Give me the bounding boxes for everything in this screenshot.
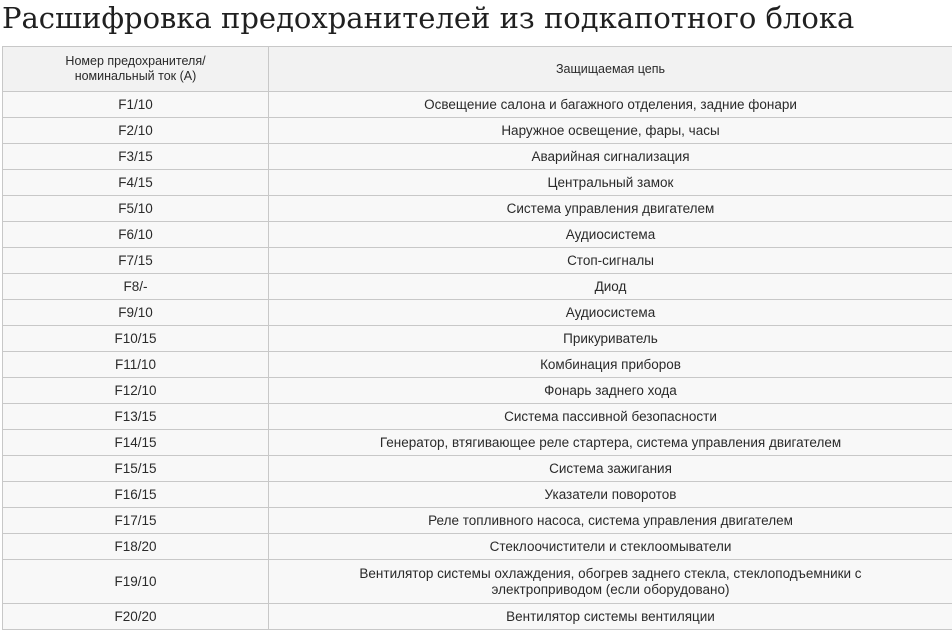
fuse-cell: F6/10 — [3, 222, 269, 248]
circuit-cell: Указатели поворотов — [269, 482, 952, 508]
table-row — [3, 222, 952, 248]
circuit-cell: Прикуриватель — [269, 326, 952, 352]
circuit-cell: Стеклоочистители и стеклоомыватели — [269, 534, 952, 560]
table-row — [3, 300, 952, 326]
fuse-cell: F19/10 — [3, 560, 269, 604]
fuse-cell: F11/10 — [3, 352, 269, 378]
circuit-cell: Наружное освещение, фары, часы — [269, 118, 952, 144]
circuit-cell-line2: электроприводом (если оборудовано) — [491, 581, 730, 597]
header-fuse-rating-line1: Номер предохранителя/ — [65, 54, 206, 68]
table-row — [3, 430, 952, 456]
page-title: Расшифровка предохранителей из подкапотного блока — [2, 1, 855, 35]
table-row — [3, 274, 952, 300]
fuse-cell: F7/15 — [3, 248, 269, 274]
circuit-cell: Генератор, втягивающее реле стартера, система управления двигателем — [269, 430, 952, 456]
table-row — [3, 248, 952, 274]
circuit-cell: Аварийная сигнализация — [269, 144, 952, 170]
table-row — [3, 560, 952, 604]
fuse-cell: F14/15 — [3, 430, 269, 456]
fuse-cell: F16/15 — [3, 482, 269, 508]
fuse-cell: F9/10 — [3, 300, 269, 326]
table-row — [3, 378, 952, 404]
fuse-cell: F1/10 — [3, 92, 269, 118]
circuit-cell: Освещение салона и багажного отделения, задние фонари — [269, 92, 952, 118]
fuse-cell: F3/15 — [3, 144, 269, 170]
circuit-cell: Диод — [269, 274, 952, 300]
circuit-cell — [269, 560, 952, 604]
fuse-cell: F12/10 — [3, 378, 269, 404]
table-row — [3, 144, 952, 170]
circuit-cell: Реле топливного насоса, система управления двигателем — [269, 508, 952, 534]
table-row — [3, 326, 952, 352]
fuse-cell: F18/20 — [3, 534, 269, 560]
circuit-cell: Система зажигания — [269, 456, 952, 482]
table-row — [3, 508, 952, 534]
fuse-cell: F2/10 — [3, 118, 269, 144]
table-row — [3, 604, 952, 630]
fuse-cell: F8/- — [3, 274, 269, 300]
fuse-cell: F15/15 — [3, 456, 269, 482]
circuit-cell-line1: Вентилятор системы охлаждения, обогрев заднего стекла, стеклоподъемники с — [359, 565, 862, 581]
circuit-cell: Система пассивной безопасности — [269, 404, 952, 430]
fuse-cell: F4/15 — [3, 170, 269, 196]
header-fuse-rating-line2: номинальный ток (А) — [74, 69, 197, 83]
fuse-table — [2, 46, 952, 630]
circuit-cell: Аудиосистема — [269, 300, 952, 326]
circuit-cell: Стоп-сигналы — [269, 248, 952, 274]
fuse-cell: F13/15 — [3, 404, 269, 430]
circuit-cell: Комбинация приборов — [269, 352, 952, 378]
header-fuse-rating — [3, 47, 269, 92]
table-row — [3, 456, 952, 482]
circuit-cell: Вентилятор системы вентиляции — [269, 604, 952, 630]
table-row — [3, 534, 952, 560]
table-row — [3, 482, 952, 508]
table-row — [3, 170, 952, 196]
fuse-cell: F10/15 — [3, 326, 269, 352]
circuit-cell: Фонарь заднего хода — [269, 378, 952, 404]
fuse-cell: F20/20 — [3, 604, 269, 630]
circuit-cell: Центральный замок — [269, 170, 952, 196]
table-row — [3, 404, 952, 430]
table-row — [3, 118, 952, 144]
table-header-row — [3, 47, 952, 92]
fuse-cell: F17/15 — [3, 508, 269, 534]
fuse-cell: F5/10 — [3, 196, 269, 222]
table-row — [3, 92, 952, 118]
header-protected-circuit: Защищаемая цепь — [269, 47, 952, 92]
circuit-cell: Аудиосистема — [269, 222, 952, 248]
table-row — [3, 352, 952, 378]
table-row — [3, 196, 952, 222]
circuit-cell: Система управления двигателем — [269, 196, 952, 222]
